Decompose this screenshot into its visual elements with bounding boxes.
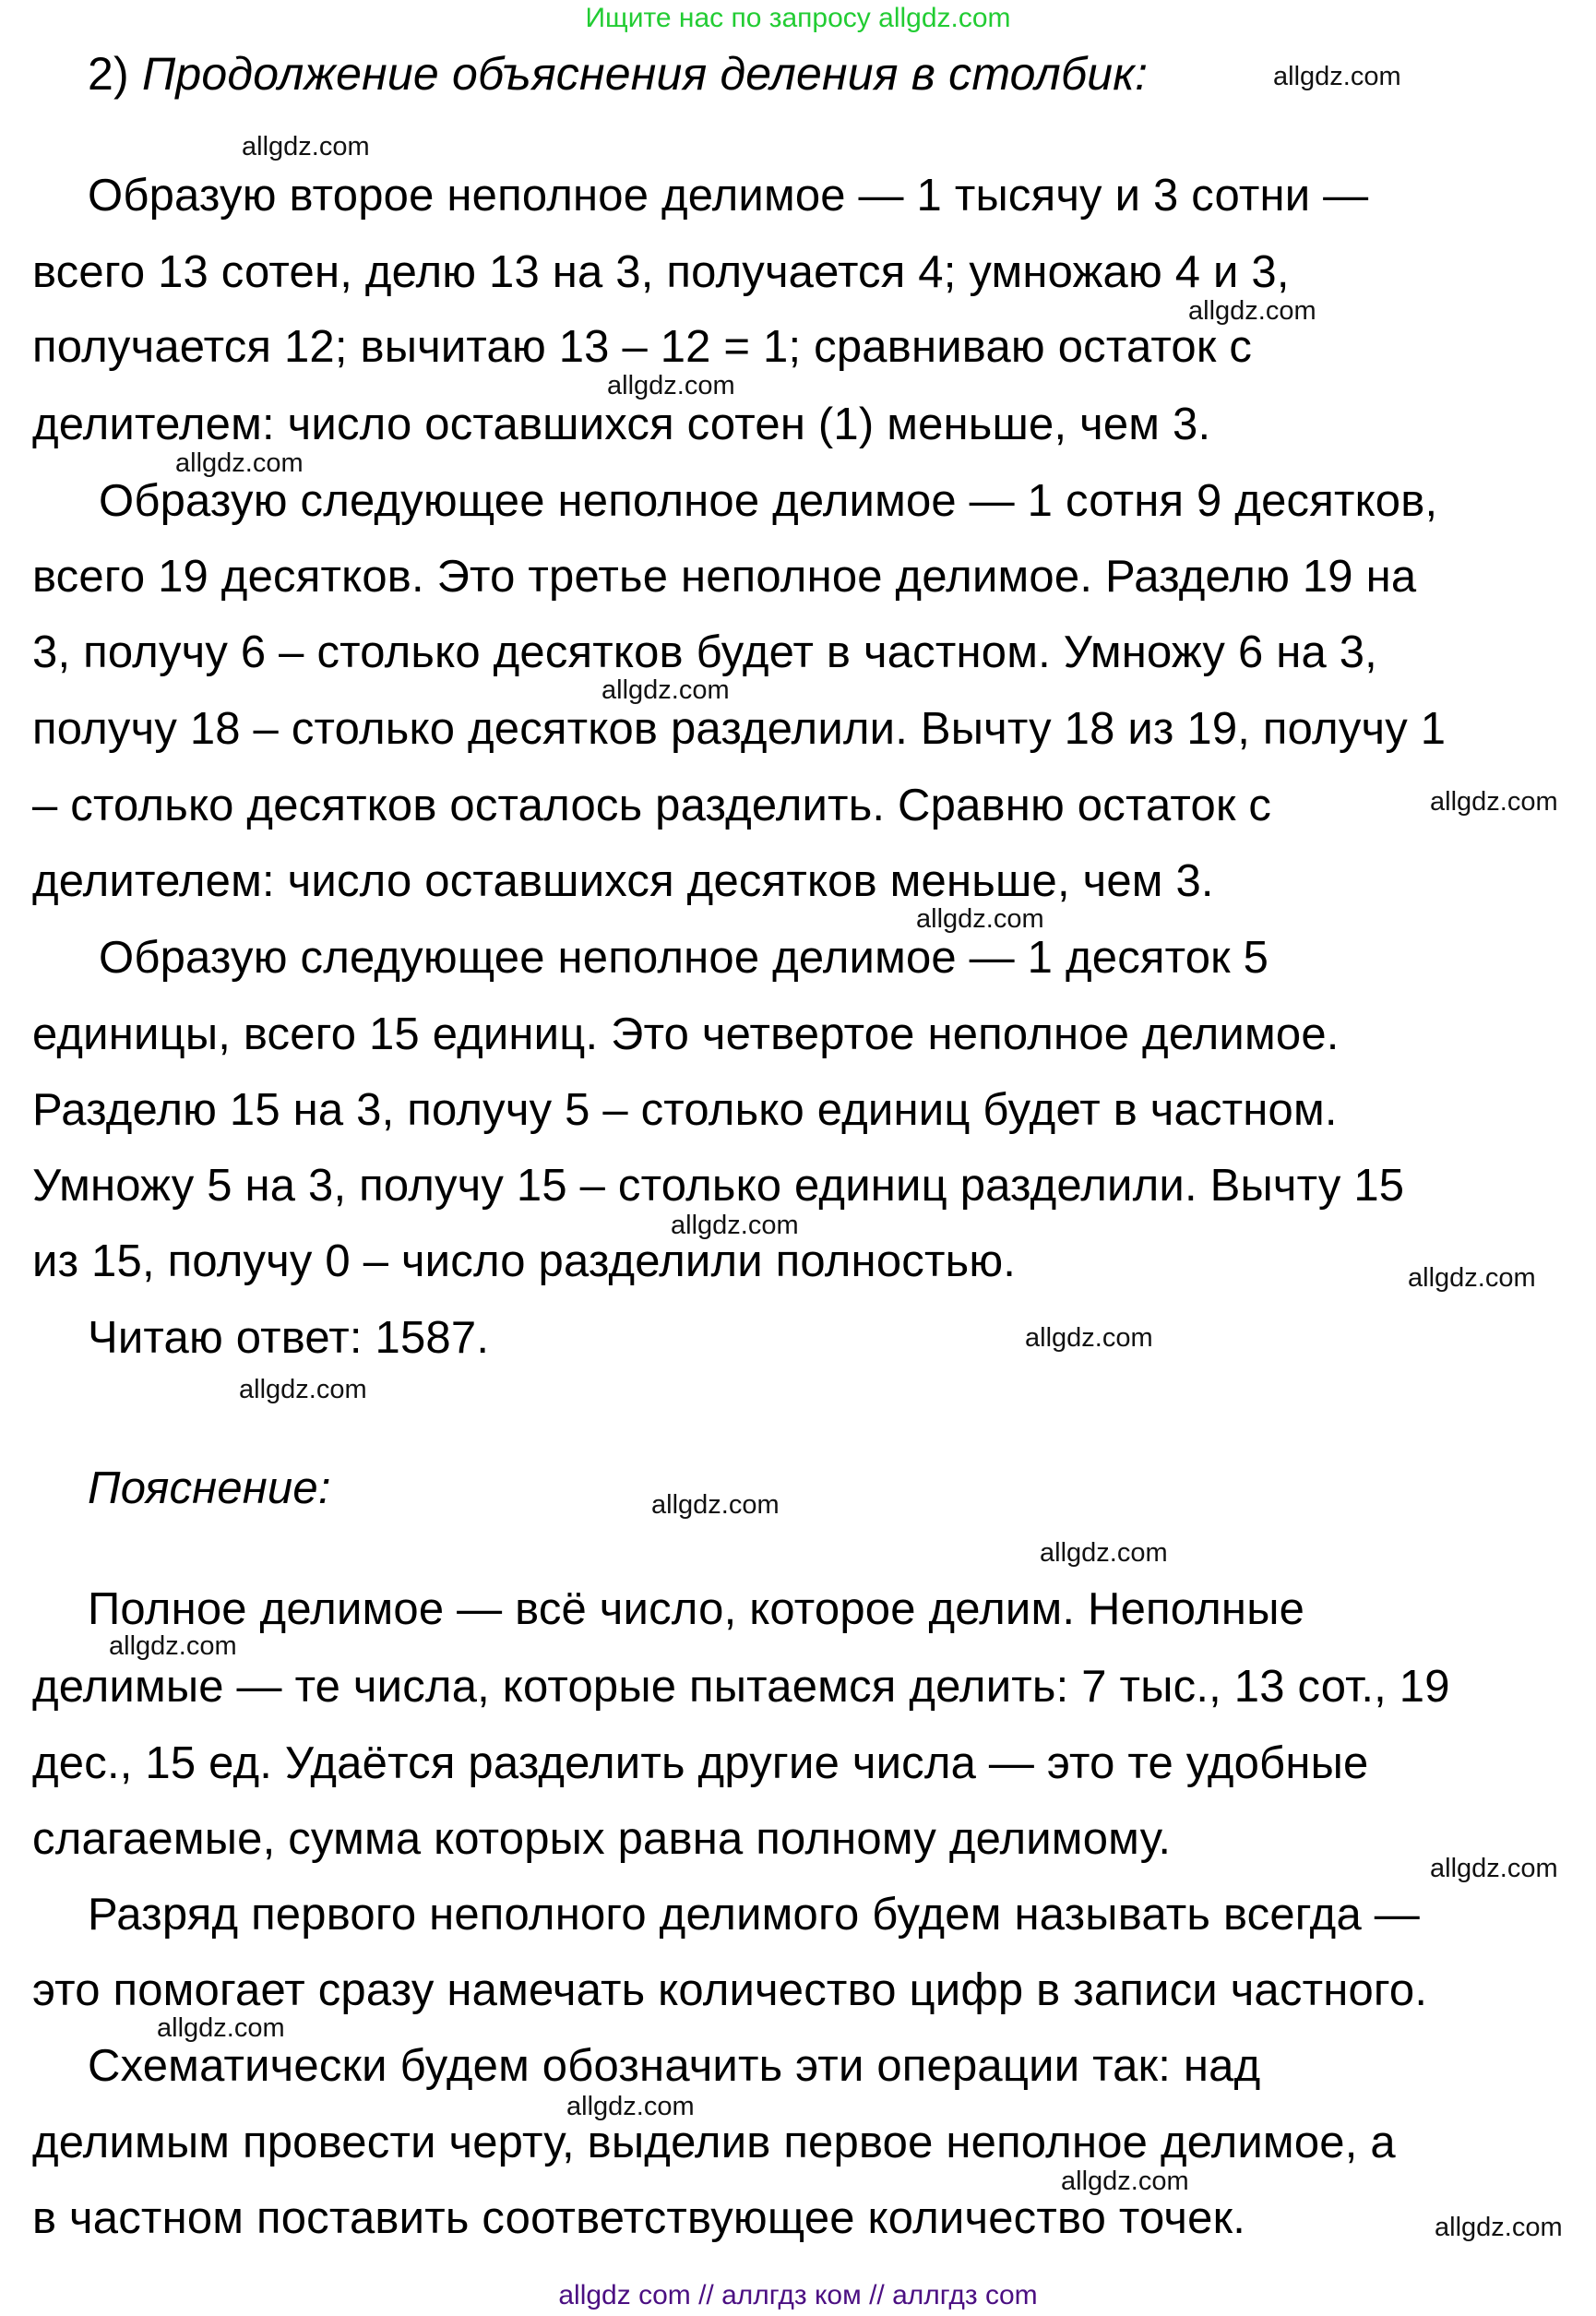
paragraph-line: дес., 15 ед. Удаётся разделить другие числа — это те удобные — [32, 1738, 1369, 1788]
paragraph-line: Разряд первого неполного делимого будем называть всегда — — [88, 1890, 1420, 1940]
watermark: allgdz.com — [242, 132, 370, 161]
paragraph-line: получу 18 – столько десятков разделили. Вычту 18 из 19, получу 1 — [32, 704, 1447, 754]
watermark: allgdz.com — [1408, 1263, 1536, 1293]
watermark: allgdz.com — [1025, 1323, 1153, 1353]
watermark: allgdz.com — [1430, 1854, 1558, 1883]
paragraph-line: Образую второе неполное делимое — 1 тысячу и 3 сотни — — [88, 171, 1369, 221]
footer-watermark: allgdz com // аллгдз ком // аллгдз com — [558, 2280, 1038, 2310]
paragraph-line: 3, получу 6 – столько десятков будет в частном. Умножу 6 на 3, — [32, 627, 1377, 677]
paragraph-line: делимые — те числа, которые пытаемся делить: 7 тыс., 13 сот., 19 — [32, 1662, 1450, 1712]
search-hint-banner: Ищите нас по запросу allgdz.com — [585, 3, 1011, 33]
watermark: allgdz.com — [1430, 787, 1558, 817]
paragraph-line: единицы, всего 15 единиц. Это четвертое неполное делимое. — [32, 1009, 1340, 1059]
paragraph-line: Разделю 15 на 3, получу 5 – столько единиц будет в частном. — [32, 1085, 1338, 1135]
answer-line: Читаю ответ: 1587. — [88, 1313, 490, 1363]
watermark: allgdz.com — [607, 371, 735, 400]
paragraph-line: делителем: число оставшихся сотен (1) меньше, чем 3. — [32, 400, 1211, 449]
paragraph-line: это помогает сразу намечать количество цифр в записи частного. — [32, 1965, 1428, 2015]
paragraph-line: из 15, получу 0 – число разделили полностью. — [32, 1236, 1017, 1286]
paragraph-line: делителем: число оставшихся десятков меньше, чем 3. — [32, 856, 1214, 906]
watermark: allgdz.com — [671, 1211, 799, 1240]
paragraph-line: всего 19 десятков. Это третье неполное делимое. Разделю 19 на — [32, 552, 1417, 602]
watermark: allgdz.com — [1435, 2213, 1563, 2242]
page-title — [88, 46, 1148, 101]
explanation-heading: Пояснение: — [88, 1463, 331, 1513]
paragraph-line: Схематически будем обозначить эти операции так: над — [88, 2041, 1261, 2091]
watermark: allgdz.com — [175, 448, 304, 478]
paragraph-line: Образую следующее неполное делимое — 1 сотня 9 десятков, — [99, 476, 1438, 526]
watermark: allgdz.com — [239, 1375, 367, 1404]
watermark: allgdz.com — [1273, 62, 1401, 91]
paragraph-line: Образую следующее неполное делимое — 1 десяток 5 — [99, 933, 1269, 983]
paragraph-line: слагаемые, сумма которых равна полному делимому. — [32, 1814, 1172, 1864]
watermark: allgdz.com — [916, 904, 1044, 934]
watermark: allgdz.com — [601, 675, 730, 705]
paragraph-line: делимым провести черту, выделив первое неполное делимое, а — [32, 2118, 1396, 2167]
paragraph-line: Полное делимое — всё число, которое делим. Неполные — [88, 1584, 1305, 1634]
title-text: Продолжение объяснения деления в столбик: — [141, 48, 1149, 100]
paragraph-line: всего 13 сотен, делю 13 на 3, получается 4; умножаю 4 и 3, — [32, 247, 1290, 297]
watermark: allgdz.com — [651, 1490, 780, 1520]
watermark: allgdz.com — [109, 1631, 237, 1661]
watermark: allgdz.com — [1061, 2167, 1189, 2196]
watermark: allgdz.com — [566, 2092, 695, 2121]
watermark: allgdz.com — [1188, 296, 1316, 326]
watermark: allgdz.com — [1040, 1538, 1168, 1568]
watermark: allgdz.com — [157, 2013, 285, 2043]
title-number: 2) — [88, 48, 129, 100]
paragraph-line: в частном поставить соответствующее количество точек. — [32, 2193, 1246, 2243]
paragraph-line: получается 12; вычитаю 13 – 12 = 1; сравниваю остаток с — [32, 322, 1253, 372]
paragraph-line: Умножу 5 на 3, получу 15 – столько единиц разделили. Вычту 15 — [32, 1161, 1405, 1211]
paragraph-line: – столько десятков осталось разделить. Сравню остаток с — [32, 781, 1272, 830]
